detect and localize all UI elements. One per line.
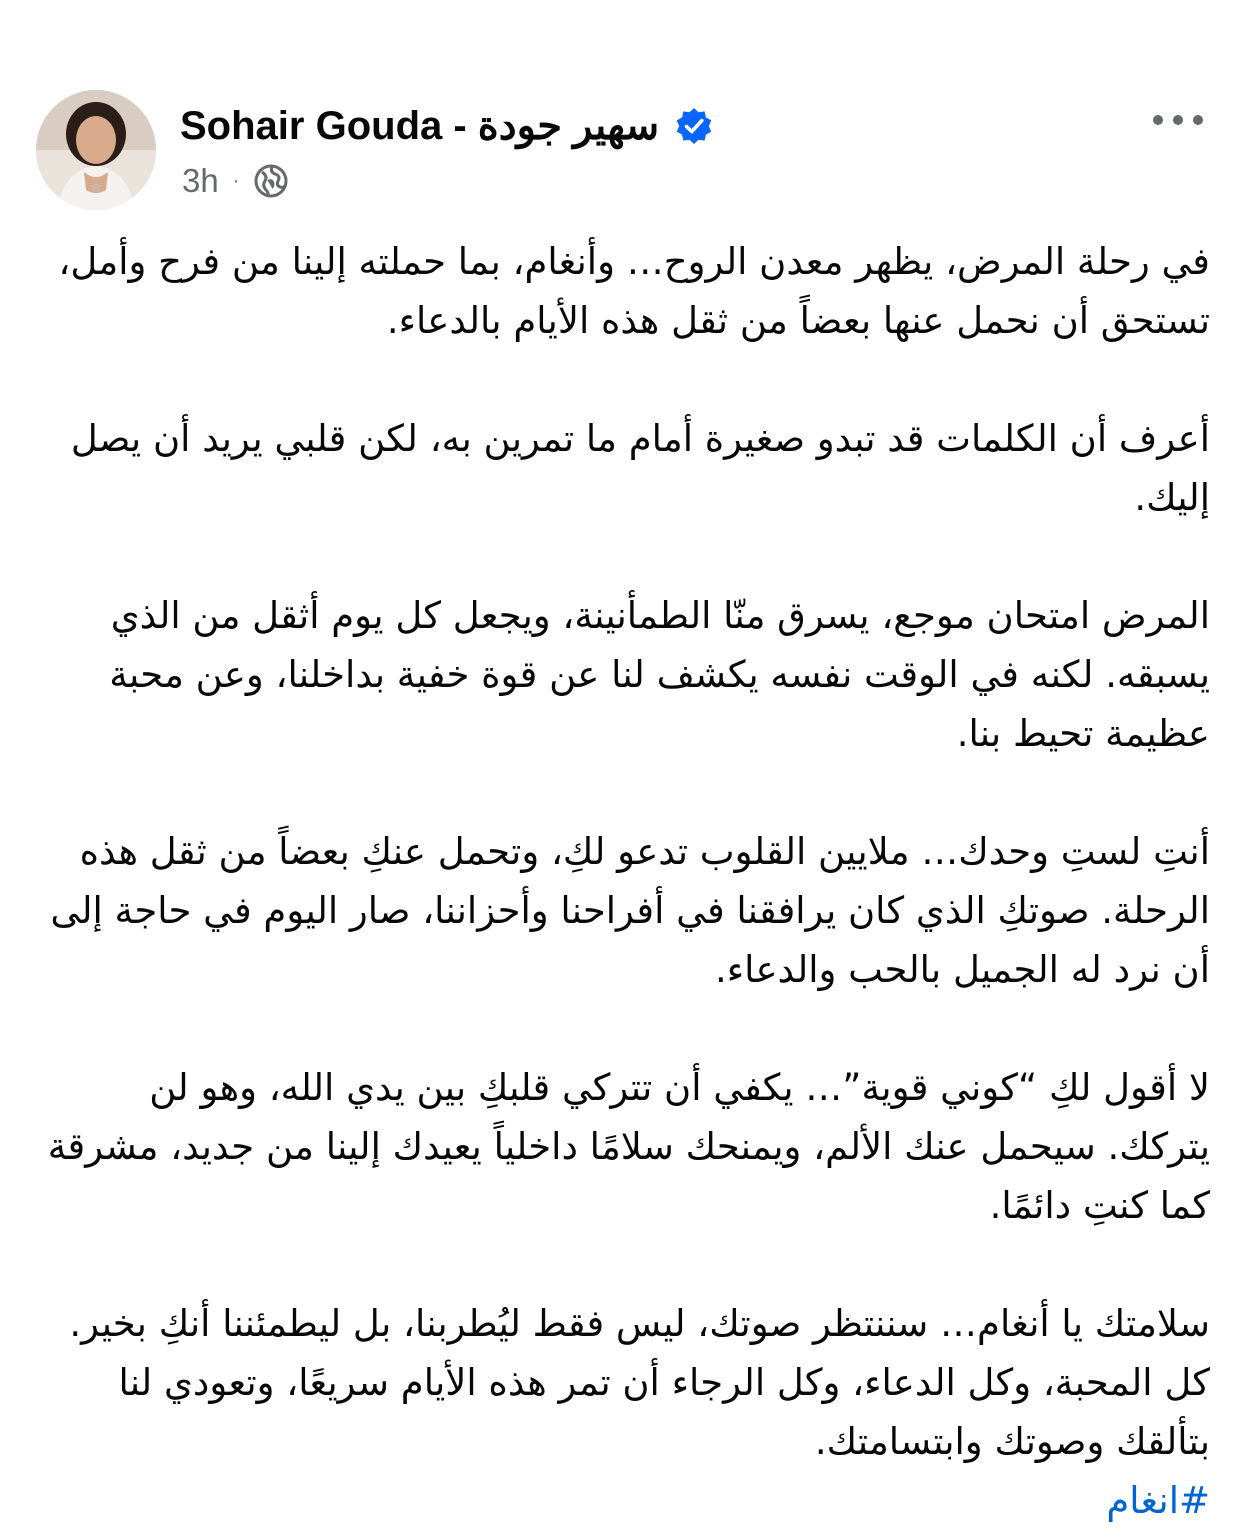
author-name[interactable]: Sohair Gouda - سهير جودة xyxy=(180,104,660,148)
globe-icon[interactable] xyxy=(253,163,289,199)
post-paragraph: لا أقول لكِ “كوني قوية”… يكفي أن تتركي قلبكِ بين يدي الله، وهو لن يتركك. سيحمل عنك الألم، ويمنحك سلامًا داخلياً يعيدك إلينا من جديد، مشرقة كما كنتِ دائمًا. xyxy=(47,1066,1210,1227)
more-options-icon[interactable] xyxy=(1148,100,1208,140)
post-paragraph: أعرف أن الكلمات قد تبدو صغيرة أمام ما تمرين به، لكن قلبي يريد أن يصل إليك. xyxy=(70,417,1210,519)
verified-badge-icon xyxy=(675,107,713,145)
author-row xyxy=(180,98,713,154)
post-paragraph: المرض امتحان موجع، يسرق منّا الطمأنينة، ويجعل كل يوم أثقل من الذي يسبقه. لكنه في الوقت نفسه يكشف لنا عن قوة خفية بداخلنا، وعن محبة عظيمة تحيط بنا. xyxy=(109,594,1210,755)
post-paragraph: أنتِ لستِ وحدك… ملايين القلوب تدعو لكِ، وتحمل عنكِ بعضاً من ثقل هذه الرحلة. صوتكِ الذي كان يرافقنا في أفراحنا وأحزاننا، صار اليوم في حاجة إلى أن نرد له الجميل بالحب والدعاء. xyxy=(50,830,1210,991)
post-meta xyxy=(182,158,289,204)
meta-separator: · xyxy=(232,169,240,192)
post-body xyxy=(44,232,1210,1530)
post-timestamp[interactable]: 3h xyxy=(182,162,219,199)
post-header xyxy=(0,0,1242,230)
avatar[interactable] xyxy=(36,90,156,210)
hashtag-link[interactable]: #انغام xyxy=(1106,1479,1210,1522)
post-paragraph: سلامتك يا أنغام… سننتظر صوتك، ليس فقط ليُطربنا، بل ليطمئننا أنكِ بخير. xyxy=(69,1302,1210,1345)
post-paragraph: في رحلة المرض، يظهر معدن الروح… وأنغام، بما حملته إلينا من فرح وأمل، تستحق أن نحمل عنها بعضاً من ثقل هذه الأيام بالدعاء. xyxy=(58,240,1210,342)
post-paragraph: كل المحبة، وكل الدعاء، وكل الرجاء أن تمر هذه الأيام سريعًا، وتعودي لنا بتألقك وصوتك وابتسامتك. xyxy=(118,1361,1210,1463)
